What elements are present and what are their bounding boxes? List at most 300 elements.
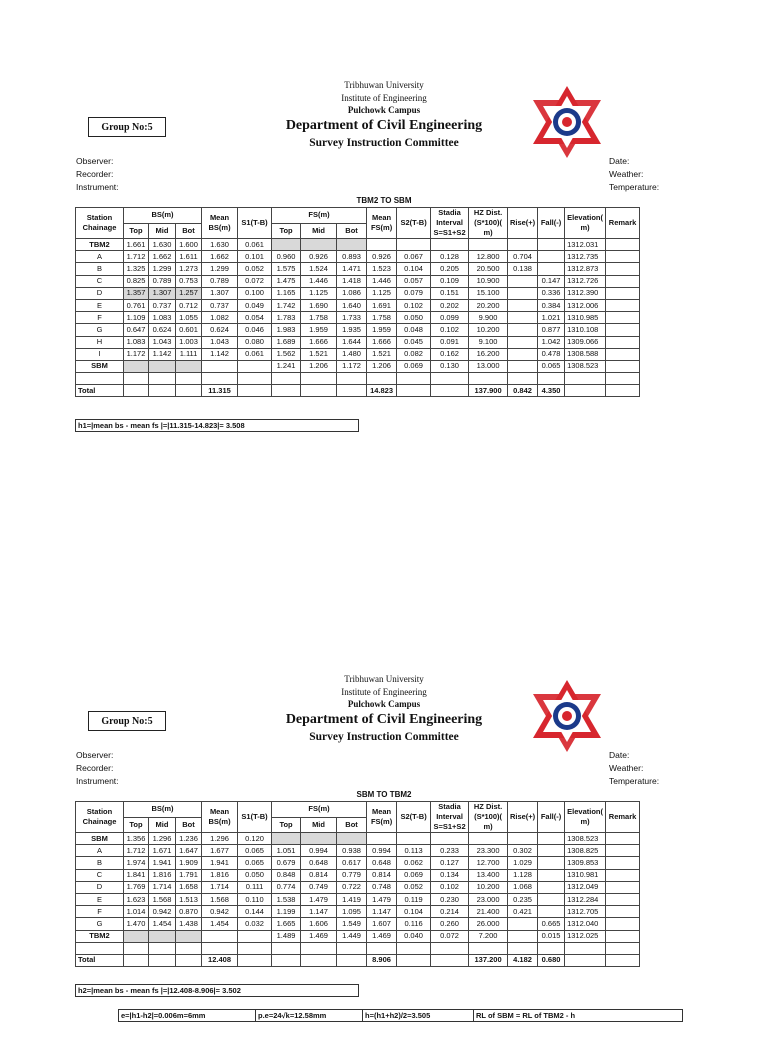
empty-cell <box>176 385 202 397</box>
station-cell: SBM <box>76 360 124 372</box>
value-cell: 1312.049 <box>565 881 606 893</box>
value-cell: 1.086 <box>337 287 367 299</box>
value-cell: 1.538 <box>272 893 301 905</box>
value-cell: 0.648 <box>301 857 337 869</box>
value-cell: 1.630 <box>149 239 176 251</box>
summary-rl-formula: RL of SBM = RL of TBM2 - h <box>476 1011 576 1020</box>
total-fall: 4.350 <box>538 385 565 397</box>
value-cell: 1.607 <box>367 918 397 930</box>
value-cell: 1.568 <box>149 893 176 905</box>
value-cell: 1.935 <box>337 324 367 336</box>
value-cell: 1.769 <box>124 881 149 893</box>
value-cell: 0.648 <box>367 857 397 869</box>
value-cell: 1.142 <box>202 348 238 360</box>
col-s2: S2(T-B) <box>397 208 431 239</box>
value-cell: 0.015 <box>538 930 565 942</box>
levelling-table <box>75 207 640 397</box>
value-cell: 1312.284 <box>565 893 606 905</box>
observer-label: Observer: <box>76 750 114 760</box>
station-cell: D <box>76 287 124 299</box>
value-cell: 0.779 <box>337 869 367 881</box>
value-cell: 1.475 <box>272 275 301 287</box>
station-cell: F <box>76 312 124 324</box>
value-cell <box>538 857 565 869</box>
empty-cell <box>508 942 538 954</box>
value-cell: 1.662 <box>149 251 176 263</box>
summary-permissible-error: p.e=24√k=12.58mm <box>256 1010 363 1021</box>
col-top-fs: Top <box>272 223 301 239</box>
col-top-bs: Top <box>124 817 149 833</box>
value-cell: 0.679 <box>272 857 301 869</box>
col-station: Station Chainage <box>76 208 124 239</box>
value-cell: 20.200 <box>469 299 508 311</box>
value-cell: 1.665 <box>272 918 301 930</box>
value-cell: 1.658 <box>176 881 202 893</box>
value-cell: 20.500 <box>469 263 508 275</box>
station-cell: C <box>76 275 124 287</box>
value-cell: 1.446 <box>367 275 397 287</box>
value-cell <box>606 893 640 905</box>
value-cell: 1.082 <box>202 312 238 324</box>
sheet-2 <box>0 594 768 1044</box>
value-cell <box>508 275 538 287</box>
misclosure-formula: h2=|mean bs - mean fs |=|12.408-8.906|= 3.502 <box>75 984 359 997</box>
value-cell: 1312.040 <box>565 918 606 930</box>
meta-left <box>76 749 119 788</box>
value-cell: 1308.523 <box>565 833 606 845</box>
value-cell <box>238 360 272 372</box>
empty-cell <box>272 373 301 385</box>
instrument-label: Instrument: <box>76 776 119 786</box>
value-cell: 0.048 <box>397 324 431 336</box>
value-cell: 0.065 <box>238 857 272 869</box>
empty-cell <box>397 373 431 385</box>
value-cell: 1.611 <box>176 251 202 263</box>
value-cell: 1.147 <box>367 906 397 918</box>
value-cell: 1309.853 <box>565 857 606 869</box>
value-cell: 1.147 <box>301 906 337 918</box>
empty-cell <box>124 385 149 397</box>
summary-box <box>118 1009 683 1022</box>
value-cell <box>149 360 176 372</box>
value-cell: 0.870 <box>176 906 202 918</box>
empty-cell <box>431 942 469 954</box>
value-cell <box>538 869 565 881</box>
value-cell: 1.307 <box>149 287 176 299</box>
value-cell <box>606 324 640 336</box>
value-cell: 0.046 <box>238 324 272 336</box>
table-row <box>76 275 640 287</box>
value-cell: 12.700 <box>469 857 508 869</box>
value-cell: 0.704 <box>508 251 538 263</box>
value-cell: 0.665 <box>538 918 565 930</box>
value-cell: 12.800 <box>469 251 508 263</box>
col-mid-bs: Mid <box>149 223 176 239</box>
value-cell: 0.938 <box>337 845 367 857</box>
value-cell: 7.200 <box>469 930 508 942</box>
value-cell <box>606 906 640 918</box>
station-cell: C <box>76 869 124 881</box>
value-cell: 1.791 <box>176 869 202 881</box>
empty-cell <box>149 373 176 385</box>
value-cell: 21.400 <box>469 906 508 918</box>
value-cell: 0.111 <box>238 881 272 893</box>
value-cell: 1.983 <box>272 324 301 336</box>
campus-name: Pulchowk Campus <box>347 699 421 709</box>
value-cell: 0.049 <box>238 299 272 311</box>
misclosure-formula: h1=|mean bs - mean fs |=|11.315-14.823|= 3.508 <box>75 419 359 432</box>
value-cell: 0.722 <box>337 881 367 893</box>
empty-cell <box>301 385 337 397</box>
value-cell: 1.941 <box>202 857 238 869</box>
col-mean-fs: Mean FS(m) <box>367 802 397 833</box>
value-cell: 0.104 <box>397 263 431 275</box>
value-cell: 0.113 <box>397 845 431 857</box>
value-cell: 1.758 <box>301 312 337 324</box>
col-hz-dist: HZ Dist. (S*100)( m) <box>469 208 508 239</box>
value-cell: 10.900 <box>469 275 508 287</box>
value-cell: 1.959 <box>301 324 337 336</box>
col-elevation: Elevation( m) <box>565 802 606 833</box>
value-cell <box>508 833 538 845</box>
table-row <box>76 299 640 311</box>
value-cell: 0.336 <box>538 287 565 299</box>
value-cell <box>238 930 272 942</box>
value-cell: 1.959 <box>367 324 397 336</box>
col-remark: Remark <box>606 208 640 239</box>
value-cell <box>606 869 640 881</box>
empty-cell <box>508 373 538 385</box>
value-cell: 1.273 <box>176 263 202 275</box>
value-cell: 1310.108 <box>565 324 606 336</box>
value-cell: 0.647 <box>124 324 149 336</box>
value-cell <box>469 239 508 251</box>
value-cell: 1.206 <box>367 360 397 372</box>
empty-cell <box>149 385 176 397</box>
sheet-1 <box>0 0 768 450</box>
value-cell: 1.419 <box>337 893 367 905</box>
value-cell <box>272 833 301 845</box>
value-cell <box>606 348 640 360</box>
university-logo-icon <box>527 676 607 756</box>
value-cell <box>538 906 565 918</box>
value-cell: 1.471 <box>337 263 367 275</box>
value-cell: 0.737 <box>149 299 176 311</box>
value-cell: 0.050 <box>238 869 272 881</box>
value-cell <box>176 930 202 942</box>
value-cell: 0.082 <box>397 348 431 360</box>
value-cell: 13.400 <box>469 869 508 881</box>
col-mean-fs: Mean FS(m) <box>367 208 397 239</box>
meta-right <box>609 155 659 194</box>
value-cell <box>508 287 538 299</box>
value-cell: 1.712 <box>124 845 149 857</box>
col-hz-dist: HZ Dist. (S*100)( m) <box>469 802 508 833</box>
value-cell: 1.816 <box>149 869 176 881</box>
value-cell: 0.384 <box>538 299 565 311</box>
value-cell <box>606 299 640 311</box>
value-cell: 0.233 <box>431 845 469 857</box>
empty-cell <box>565 942 606 954</box>
weather-label: Weather: <box>609 763 644 773</box>
value-cell: 1308.588 <box>565 348 606 360</box>
value-cell <box>337 833 367 845</box>
value-cell: 0.814 <box>301 869 337 881</box>
value-cell: 1.714 <box>149 881 176 893</box>
value-cell: 1312.735 <box>565 251 606 263</box>
value-cell: 1.111 <box>176 348 202 360</box>
value-cell <box>508 299 538 311</box>
total-row <box>76 954 640 966</box>
value-cell <box>469 833 508 845</box>
table-row <box>76 881 640 893</box>
total-hz: 137.200 <box>469 954 508 966</box>
value-cell <box>538 893 565 905</box>
value-cell: 1.469 <box>301 930 337 942</box>
value-cell <box>149 930 176 942</box>
institute-name: Institute of Engineering <box>341 687 427 697</box>
value-cell <box>397 239 431 251</box>
empty-cell <box>469 373 508 385</box>
value-cell <box>606 930 640 942</box>
value-cell <box>337 239 367 251</box>
value-cell: 1312.006 <box>565 299 606 311</box>
station-cell: G <box>76 324 124 336</box>
empty-cell <box>176 373 202 385</box>
value-cell: 0.235 <box>508 893 538 905</box>
empty-cell <box>176 942 202 954</box>
value-cell: 15.100 <box>469 287 508 299</box>
col-stadia: Stadia Interval S=S1+S2 <box>431 208 469 239</box>
value-cell: 23.000 <box>469 893 508 905</box>
table-row <box>76 918 640 930</box>
table-row <box>76 263 640 275</box>
total-rise: 4.182 <box>508 954 538 966</box>
col-mean-bs: Mean BS(m) <box>202 208 238 239</box>
empty-cell <box>301 373 337 385</box>
table-caption: SBM TO TBM2 <box>356 790 412 799</box>
value-cell: 1.083 <box>149 312 176 324</box>
col-bs: BS(m) <box>124 802 202 818</box>
value-cell: 0.260 <box>431 918 469 930</box>
value-cell: 0.202 <box>431 299 469 311</box>
station-cell: D <box>76 881 124 893</box>
value-cell <box>124 930 149 942</box>
value-cell <box>508 360 538 372</box>
value-cell: 0.748 <box>367 881 397 893</box>
value-cell: 1.438 <box>176 918 202 930</box>
value-cell: 0.072 <box>431 930 469 942</box>
committee-title: Survey Instruction Committee <box>309 137 459 149</box>
value-cell: 0.942 <box>202 906 238 918</box>
value-cell: 0.994 <box>301 845 337 857</box>
value-cell <box>202 360 238 372</box>
value-cell: 0.080 <box>238 336 272 348</box>
station-cell: H <box>76 336 124 348</box>
value-cell: 1.449 <box>337 930 367 942</box>
value-cell: 1.021 <box>538 312 565 324</box>
total-row <box>76 385 640 397</box>
value-cell: 1.307 <box>202 287 238 299</box>
empty-cell <box>538 373 565 385</box>
value-cell: 1.172 <box>124 348 149 360</box>
value-cell <box>538 263 565 275</box>
value-cell: 0.147 <box>538 275 565 287</box>
value-cell <box>508 312 538 324</box>
value-cell: 0.102 <box>431 881 469 893</box>
value-cell: 1.083 <box>124 336 149 348</box>
total-label: Total <box>76 954 124 966</box>
value-cell <box>538 833 565 845</box>
total-hz: 137.900 <box>469 385 508 397</box>
col-fall: Fall(-) <box>538 208 565 239</box>
value-cell <box>301 833 337 845</box>
value-cell: 1.042 <box>538 336 565 348</box>
university-logo-icon <box>527 82 607 162</box>
value-cell: 0.712 <box>176 299 202 311</box>
group-number-box: Group No:5 <box>88 711 166 731</box>
value-cell: 0.128 <box>431 251 469 263</box>
value-cell: 1312.025 <box>565 930 606 942</box>
summary-error: e=|h1-h2|=0.006m=6mm <box>119 1010 256 1021</box>
value-cell: 0.110 <box>238 893 272 905</box>
value-cell: 1.623 <box>124 893 149 905</box>
empty-cell <box>397 942 431 954</box>
value-cell: 1.055 <box>176 312 202 324</box>
value-cell <box>367 239 397 251</box>
levelling-table <box>75 801 640 967</box>
value-cell <box>202 930 238 942</box>
value-cell: 1.677 <box>202 845 238 857</box>
value-cell: 1.630 <box>202 239 238 251</box>
value-cell <box>508 324 538 336</box>
value-cell <box>397 833 431 845</box>
value-cell <box>508 239 538 251</box>
value-cell: 1.714 <box>202 881 238 893</box>
station-cell: TBM2 <box>76 930 124 942</box>
value-cell: 1.454 <box>149 918 176 930</box>
value-cell <box>508 918 538 930</box>
value-cell: 1.489 <box>272 930 301 942</box>
col-fs: FS(m) <box>272 802 367 818</box>
value-cell: 0.104 <box>397 906 431 918</box>
col-top-bs: Top <box>124 223 149 239</box>
value-cell: 1.165 <box>272 287 301 299</box>
empty-cell <box>397 954 431 966</box>
value-cell: 0.069 <box>397 869 431 881</box>
value-cell <box>508 348 538 360</box>
value-cell: 0.061 <box>238 239 272 251</box>
value-cell <box>606 833 640 845</box>
value-cell: 1.206 <box>301 360 337 372</box>
value-cell: 1.125 <box>367 287 397 299</box>
col-station: Station Chainage <box>76 802 124 833</box>
value-cell: 1.299 <box>149 263 176 275</box>
col-s1: S1(T-B) <box>238 802 272 833</box>
value-cell: 0.162 <box>431 348 469 360</box>
value-cell: 1.325 <box>124 263 149 275</box>
recorder-label: Recorder: <box>76 169 114 179</box>
value-cell: 1.841 <box>124 869 149 881</box>
value-cell: 1.671 <box>149 845 176 857</box>
col-bs: BS(m) <box>124 208 202 224</box>
value-cell: 1.043 <box>149 336 176 348</box>
meta-right <box>609 749 659 788</box>
value-cell: 0.601 <box>176 324 202 336</box>
value-cell: 1.758 <box>367 312 397 324</box>
table-row <box>76 857 640 869</box>
empty-cell <box>149 954 176 966</box>
value-cell: 1.095 <box>337 906 367 918</box>
value-cell: 1309.066 <box>565 336 606 348</box>
temperature-label: Temperature: <box>609 182 660 192</box>
col-stadia: Stadia Interval S=S1+S2 <box>431 802 469 833</box>
empty-cell <box>238 385 272 397</box>
value-cell: 0.926 <box>301 251 337 263</box>
empty-cell <box>238 373 272 385</box>
group-number-box: Group No:5 <box>88 117 166 137</box>
value-cell: 1.974 <box>124 857 149 869</box>
value-cell: 16.200 <box>469 348 508 360</box>
university-name: Tribhuwan University <box>344 674 424 684</box>
value-cell: 1312.873 <box>565 263 606 275</box>
empty-cell <box>301 954 337 966</box>
empty-cell <box>431 373 469 385</box>
value-cell: 9.900 <box>469 312 508 324</box>
table-row <box>76 906 640 918</box>
empty-cell <box>238 942 272 954</box>
table-row <box>76 312 640 324</box>
empty-cell <box>337 942 367 954</box>
value-cell <box>367 833 397 845</box>
table-row <box>76 324 640 336</box>
value-cell: 0.032 <box>238 918 272 930</box>
value-cell <box>606 857 640 869</box>
value-cell: 1.257 <box>176 287 202 299</box>
value-cell: 1.909 <box>176 857 202 869</box>
empty-cell <box>301 942 337 954</box>
value-cell <box>538 845 565 857</box>
value-cell: 1.712 <box>124 251 149 263</box>
value-cell: 0.072 <box>238 275 272 287</box>
table-row <box>76 930 640 942</box>
value-cell: 1.454 <box>202 918 238 930</box>
value-cell: 1.199 <box>272 906 301 918</box>
value-cell: 0.749 <box>301 881 337 893</box>
total-bs: 12.408 <box>202 954 238 966</box>
value-cell: 0.062 <box>397 857 431 869</box>
value-cell: 1.172 <box>337 360 367 372</box>
value-cell: 1.600 <box>176 239 202 251</box>
station-cell: B <box>76 263 124 275</box>
empty-cell <box>431 385 469 397</box>
value-cell: 1.480 <box>337 348 367 360</box>
value-cell: 0.101 <box>238 251 272 263</box>
value-cell: 0.624 <box>202 324 238 336</box>
station-cell: A <box>76 251 124 263</box>
value-cell: 0.079 <box>397 287 431 299</box>
value-cell: 0.761 <box>124 299 149 311</box>
value-cell <box>606 239 640 251</box>
station-cell: I <box>76 348 124 360</box>
value-cell: 0.926 <box>367 251 397 263</box>
table-row <box>76 348 640 360</box>
total-rise: 0.842 <box>508 385 538 397</box>
empty-cell <box>272 942 301 954</box>
station-cell: E <box>76 893 124 905</box>
value-cell: 1.236 <box>176 833 202 845</box>
table-row <box>76 251 640 263</box>
